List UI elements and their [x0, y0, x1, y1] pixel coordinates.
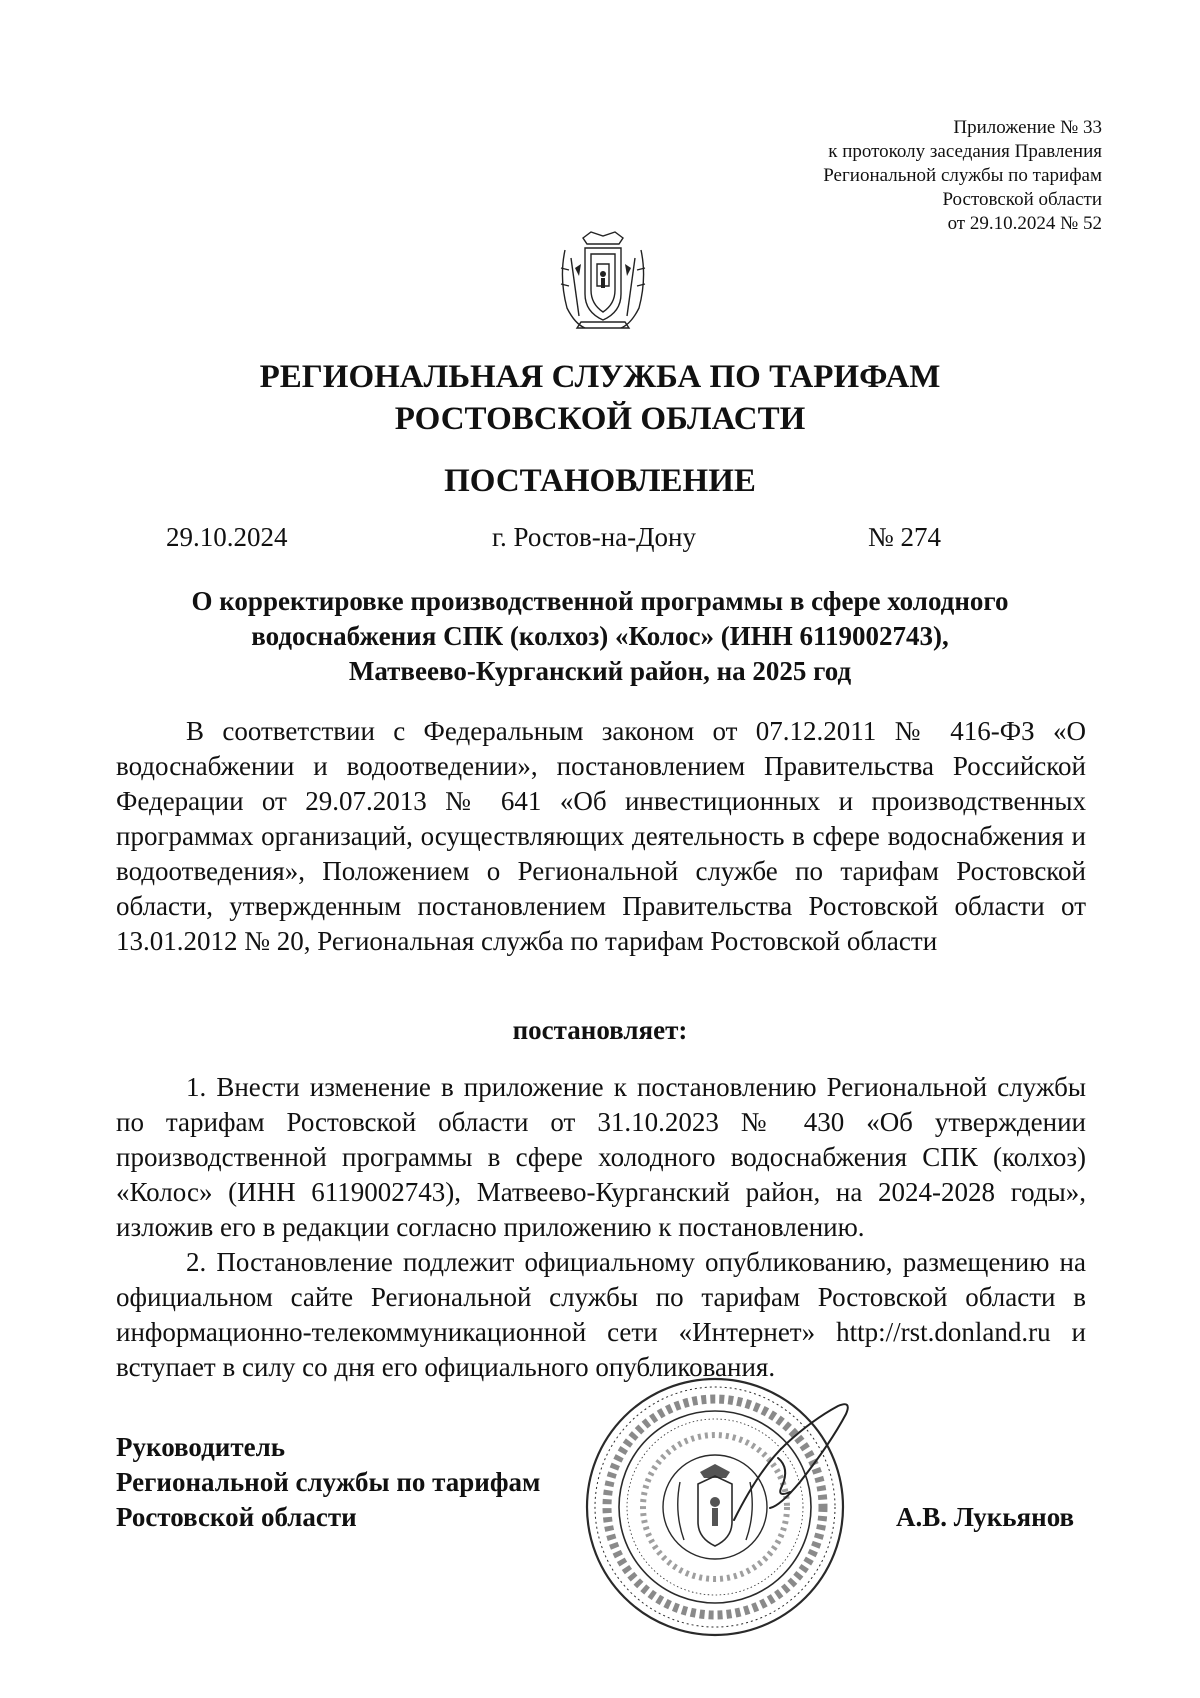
appendix-reference: [823, 116, 1102, 236]
document-date: 29.10.2024: [166, 522, 288, 552]
subject-line: О корректировке производственной программы в сфере холодного: [191, 586, 1009, 616]
appendix-line: к протоколу заседания Правления: [828, 141, 1102, 162]
signatory-name: А.В. Лукьянов: [896, 1502, 1075, 1532]
appendix-line: Приложение № 33: [953, 117, 1102, 138]
handwritten-signature-icon: [720, 1398, 860, 1538]
signatory-title-line: Региональной службы по тарифам: [116, 1467, 541, 1497]
subject-line: Матвеево-Курганский район, на 2025 год: [348, 656, 852, 686]
resolution-item-1: 1. Внести изменение в приложение к постановлению Региональной службы по тарифам Ростовской области от 31.10.2023 № 430 «Об утверждении производственной программы в сфере холодного водоснабжения СПК (колхоз) «Колос» (ИНН 6119002743), Матвеево-Курганский район, на 2024-2028 годы», изложив его в редакции согласно приложению к постановлению.: [116, 1072, 1086, 1242]
organization-name-line: РЕГИОНАЛЬНАЯ СЛУЖБА ПО ТАРИФАМ: [259, 359, 941, 395]
document-city: г. Ростов-на-Дону: [492, 522, 697, 552]
appendix-line: от 29.10.2024 № 52: [947, 213, 1102, 234]
document-number: № 274: [868, 522, 942, 552]
resolves-heading: постановляет:: [512, 1015, 688, 1045]
resolution-item-2: 2. Постановление подлежит официальному опубликованию, размещению на официальном сайте Региональной службы по тарифам Ростовской области в информационно-телекоммуникационной сети «Интернет» http://rst.donland.ru и вступает в силу со дня его официального опубликования.: [116, 1247, 1086, 1382]
document-subject: [110, 584, 1090, 689]
subject-line: водоснабжения СПК (колхоз) «Колос» (ИНН 6119002743),: [251, 621, 949, 651]
appendix-line: Ростовской области: [942, 189, 1102, 210]
signatory-title-line: Руководитель: [116, 1432, 286, 1462]
document-type: ПОСТАНОВЛЕНИЕ: [444, 463, 756, 499]
coat-of-arms-icon: [555, 228, 651, 334]
signatory-title-line: Ростовской области: [116, 1502, 357, 1532]
organization-name-line: РОСТОВСКОЙ ОБЛАСТИ: [394, 401, 806, 437]
organization-name: [0, 356, 1200, 440]
appendix-line: Региональной службы по тарифам: [823, 165, 1102, 186]
signatory-title: [116, 1430, 540, 1535]
preamble-paragraph: В соответствии с Федеральным законом от 07.12.2011 № 416-ФЗ «О водоснабжении и водоотведении», постановлением Правительства Российской Федерации от 29.07.2013 № 641 «Об инвестиционных и производственных программах организаций, осуществляющих деятельность в сфере водоснабжения и водоотведения», Положением о Региональной службе по тарифам Ростовской области, утвержденным постановлением Правительства Ростовской области от 13.01.2012 № 20, Региональная служба по тарифам Ростовской области: [116, 716, 1086, 956]
